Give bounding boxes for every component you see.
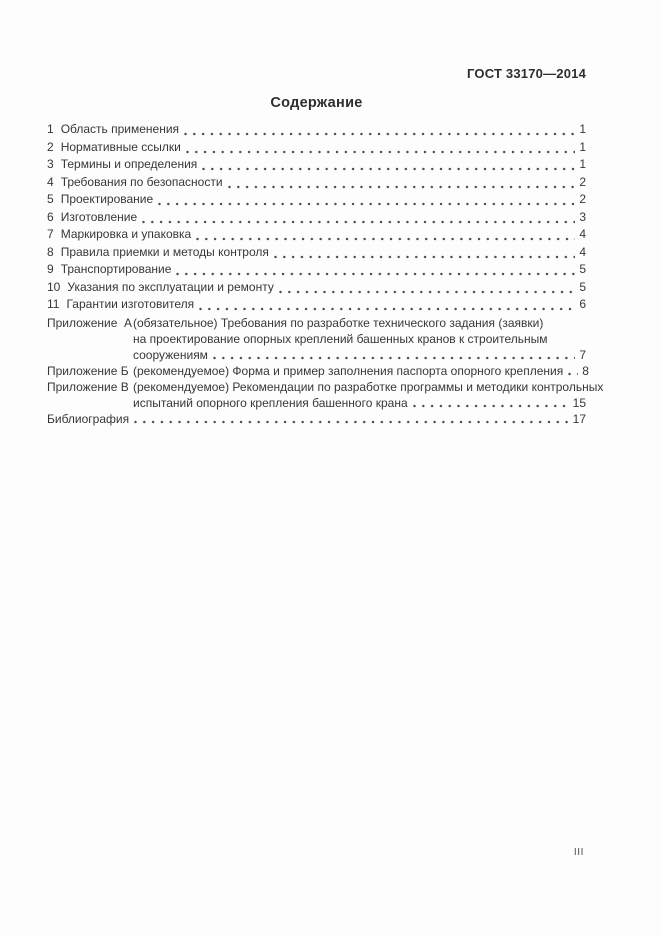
dot-leader bbox=[199, 296, 575, 314]
appendix-description bbox=[133, 315, 586, 363]
appendix-description bbox=[133, 379, 604, 411]
bibliography-entry bbox=[47, 411, 586, 427]
dot-leader bbox=[142, 209, 575, 227]
toc-entry bbox=[47, 139, 586, 157]
toc-entry bbox=[47, 156, 586, 174]
appendix-last-line bbox=[133, 363, 589, 379]
toc-entry-number: 5 bbox=[47, 192, 54, 206]
toc-entry bbox=[47, 191, 586, 209]
toc-entry-title: Изготовление bbox=[60, 209, 138, 224]
appendix-line: (обязательное) Требования по разработке технического задания (заявки) bbox=[133, 315, 544, 330]
toc-entry bbox=[47, 279, 586, 297]
dot-leader bbox=[202, 156, 575, 174]
dot-leader bbox=[213, 347, 575, 363]
toc-entry bbox=[47, 244, 586, 262]
page-content bbox=[47, 0, 604, 427]
dot-leader bbox=[184, 121, 575, 139]
appendix-label: Приложение Б bbox=[47, 363, 129, 378]
toc-entry-title: Проектирование bbox=[60, 192, 154, 206]
toc-entry-title: Указания по эксплуатации и ремонту bbox=[67, 279, 274, 294]
toc-entry-page: 1 bbox=[579, 157, 586, 171]
toc-entry-title: Гарантии изготовителя bbox=[66, 297, 195, 311]
folio-page-number: III bbox=[573, 847, 584, 858]
toc-entry-page: 4 bbox=[579, 244, 586, 259]
toc-entry bbox=[47, 174, 586, 192]
toc-entry-number: 3 bbox=[47, 157, 54, 171]
appendix-entry-v bbox=[47, 379, 604, 411]
toc-entry-title: Требования по безопасности bbox=[60, 174, 223, 189]
appendix-line-text: сооружениям bbox=[133, 347, 208, 362]
dot-leader bbox=[134, 411, 569, 427]
toc-entry-page: 1 bbox=[579, 122, 586, 136]
toc-entry-title: Нормативные ссылки bbox=[60, 139, 181, 154]
toc-entry-title: Правила приемки и методы контроля bbox=[60, 244, 269, 259]
appendix-page: 15 bbox=[572, 395, 586, 410]
appendix-page: 7 bbox=[579, 347, 586, 362]
toc-entry bbox=[47, 261, 586, 279]
toc-entry-page: 5 bbox=[579, 262, 586, 276]
appendix-entry-b bbox=[47, 363, 589, 379]
toc-entry-number: 7 bbox=[47, 227, 54, 241]
appendix-page: 8 bbox=[582, 363, 589, 378]
page-title: Содержание bbox=[270, 95, 363, 111]
toc-entry-number: 2 bbox=[47, 139, 54, 154]
appendix-list bbox=[47, 315, 604, 427]
toc-entry bbox=[47, 226, 586, 244]
toc-entry-page: 6 bbox=[579, 297, 586, 311]
table-of-contents bbox=[47, 121, 586, 314]
toc-entry-title: Термины и определения bbox=[60, 157, 198, 171]
toc-entry-number: 8 bbox=[47, 244, 54, 259]
toc-entry-title: Область применения bbox=[60, 122, 180, 136]
bibliography-title: Библиография bbox=[47, 411, 130, 426]
dot-leader bbox=[158, 191, 575, 209]
toc-entry-number: 1 bbox=[47, 122, 54, 136]
document-code: ГОСТ 33170—2014 bbox=[467, 66, 586, 81]
toc-entry-page: 5 bbox=[579, 279, 586, 294]
toc-entry-number: 4 bbox=[47, 174, 54, 189]
appendix-label: Приложение В bbox=[47, 379, 129, 394]
dot-leader bbox=[186, 139, 576, 157]
toc-entry-title: Транспортирование bbox=[60, 262, 172, 276]
appendix-label: Приложение А bbox=[47, 315, 133, 330]
bibliography-page: 17 bbox=[572, 411, 586, 426]
dot-leader bbox=[279, 279, 575, 297]
appendix-entry-a bbox=[47, 315, 586, 363]
appendix-last-line bbox=[133, 395, 586, 411]
toc-entry bbox=[47, 121, 586, 139]
appendix-line-text: испытаний опорного крепления башенного крана bbox=[133, 395, 408, 410]
toc-entry-page: 2 bbox=[579, 174, 586, 189]
appendix-line-text: (рекомендуемое) Форма и пример заполнения паспорта опорного крепления bbox=[133, 363, 564, 378]
toc-entry-page: 3 bbox=[579, 209, 586, 224]
dot-leader bbox=[176, 261, 575, 279]
toc-entry bbox=[47, 296, 586, 314]
toc-entry-number: 6 bbox=[47, 209, 54, 224]
toc-entry-page: 1 bbox=[579, 139, 586, 154]
dot-leader bbox=[196, 226, 575, 244]
toc-entry bbox=[47, 209, 586, 227]
toc-entry-page: 4 bbox=[579, 227, 586, 241]
toc-entry-number: 11 bbox=[47, 297, 60, 311]
appendix-description bbox=[133, 363, 589, 379]
appendix-line: (рекомендуемое) Рекомендации по разработке программы и методики контрольных bbox=[133, 379, 604, 394]
toc-entry-page: 2 bbox=[579, 192, 586, 206]
toc-entry-title: Маркировка и упаковка bbox=[60, 227, 192, 241]
dot-leader bbox=[274, 244, 575, 262]
toc-entry-number: 10 bbox=[47, 279, 61, 294]
appendix-line: на проектирование опорных креплений башенных кранов к строительным bbox=[133, 331, 548, 346]
appendix-last-line bbox=[133, 347, 586, 363]
dot-leader bbox=[413, 395, 569, 411]
toc-entry-number: 9 bbox=[47, 262, 54, 276]
dot-leader bbox=[568, 363, 578, 379]
dot-leader bbox=[228, 174, 576, 192]
